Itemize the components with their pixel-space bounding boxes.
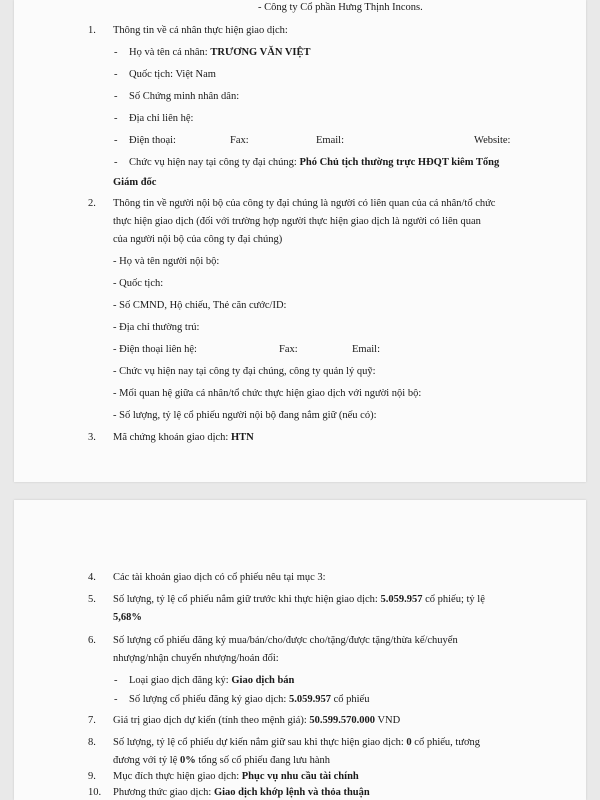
document-page-2 [14,500,586,800]
transaction-qty-row [129,693,369,706]
holding-before-label: Số lượng, tỷ lệ cổ phiếu nắm giữ trước khi thực hiện giao dịch: [113,594,378,605]
bullet-dash: - [114,113,118,124]
document-page-1 [14,0,586,482]
purpose-row [113,770,359,783]
purpose-label: Mục đích thực hiện giao dịch: [113,771,240,782]
stock-code-label: Mã chứng khoán giao dịch: [113,432,229,443]
holding-after-ratio: 0% [179,755,196,766]
section-6-line-2: nhượng/nhận chuyển nhượng/hoán đổi: [113,653,279,664]
holding-after-ratio-label: đương với tỷ lệ [113,755,178,766]
section-2-number: 2. [88,198,96,209]
id-number: Số Chứng minh nhân dân: [129,91,240,102]
insider-position: - Chức vụ hiện nay tại công ty đại chúng, công ty quản lý quỹ: [113,366,376,377]
name-label: Họ và tên cá nhân: [129,47,208,58]
transaction-qty-unit: cổ phiếu [333,694,370,705]
purpose-value: Phục vụ nhu cầu tài chính [241,771,359,782]
website-label: Website: [474,135,511,146]
section-2-line-3: của người nội bộ của công ty đại chúng) [113,234,283,245]
stock-code-value: HTN [230,432,254,443]
method-value: Giao dịch khớp lệnh và thỏa thuận [213,787,370,798]
bullet-dash: - [114,675,118,686]
method-row [113,786,370,799]
section-2-line-1: Thông tin về người nội bộ của công ty đại chúng là người có liên quan của cá nhân/tổ chức [113,198,496,209]
holding-before-unit: cổ phiếu; tỷ lệ [425,594,485,605]
section-1-title: Thông tin về cá nhân thực hiện giao dịch: [113,25,288,36]
name-row [129,46,311,59]
name-value: TRƯƠNG VĂN VIỆT [210,47,311,58]
holding-after-ratio-text: tổng số cổ phiếu đang lưu hành [198,755,331,766]
insider-phone: - Điện thoại liên hệ: [113,344,197,355]
transaction-type-row [129,674,294,687]
position-label: Chức vụ hiện nay tại công ty đại chúng: [129,157,297,168]
section-5-number: 5. [88,594,96,605]
transaction-type-label: Loại giao dịch đăng ký: [129,675,229,686]
section-10-number: 10. [88,787,102,798]
address: Địa chỉ liên hệ: [129,113,194,124]
fax-label: Fax: [230,135,249,146]
holding-before-value: 5.059.957 [380,594,423,605]
insider-name: - Họ và tên người nội bộ: [113,256,220,267]
section-8-number: 8. [88,737,96,748]
section-4-number: 4. [88,572,96,583]
stock-code-row [113,431,254,444]
header-line: - Công ty Cổ phần Hưng Thịnh Incons. [258,2,423,13]
section-9-number: 9. [88,771,96,782]
insider-nationality: - Quốc tịch: [113,278,164,289]
insider-email: Email: [352,344,380,355]
section-3-number: 3. [88,432,96,443]
method-label: Phương thức giao dịch: [113,787,212,798]
expected-value-label: Giá trị giao dịch dự kiến (tính theo mệnh giá): [113,715,307,726]
insider-holdings: - Số lượng, tỷ lệ cổ phiếu người nội bộ đang nắm giữ (nếu có): [113,410,377,421]
insider-fax: Fax: [279,344,298,355]
insider-id: - Số CMND, Hộ chiếu, Thẻ căn cước/ID: [113,300,287,311]
section-6-line-1: Số lượng cổ phiếu đăng ký mua/bán/cho/được cho/tặng/được tặng/thừa kế/chuyển [113,635,458,646]
holding-after-label: Số lượng, tỷ lệ cổ phiếu dự kiến nắm giữ sau khi thực hiện giao dịch: [113,737,404,748]
expected-value-amount: 50.599.570.000 [309,715,376,726]
holding-after-line-2 [113,754,330,767]
bullet-dash: - [114,91,118,102]
bullet-dash: - [114,694,118,705]
expected-value-unit: VND [377,715,401,726]
insider-relationship: - Mối quan hệ giữa cá nhân/tổ chức thực hiện giao dịch với người nội bộ: [113,388,422,399]
bullet-dash: - [114,69,118,80]
section-7-number: 7. [88,715,96,726]
holding-after-line-1 [113,736,480,749]
section-6-number: 6. [88,635,96,646]
position-value-cont: Giám đốc [113,177,157,188]
position-row [129,156,499,169]
insider-address: - Địa chỉ thường trú: [113,322,200,333]
transaction-type-value: Giao dịch bán [231,675,295,686]
section-5-line-1 [113,593,485,606]
section-1-number: 1. [88,25,96,36]
expected-value-row [113,714,400,727]
bullet-dash: - [114,157,118,168]
holding-after-value: 0 [406,737,412,748]
transaction-qty-value: 5.059.957 [288,694,331,705]
bullet-dash: - [114,135,118,146]
email-label: Email: [316,135,344,146]
bullet-dash: - [114,47,118,58]
holding-before-ratio: 5,68% [113,612,142,623]
phone-label: Điện thoại: [129,135,176,146]
section-2-line-2: thực hiện giao dịch (đối với trường hợp người thực hiện giao dịch là người có liên quan [113,216,481,227]
section-4-text: Các tài khoản giao dịch có cổ phiếu nêu tại mục 3: [113,572,326,583]
transaction-qty-label: Số lượng cổ phiếu đăng ký giao dịch: [129,694,287,705]
position-value: Phó Chủ tịch thường trực HĐQT kiêm Tổng [299,157,500,168]
holding-after-unit: cổ phiếu, tương [414,737,481,748]
nationality: Quốc tịch: Việt Nam [129,69,216,80]
